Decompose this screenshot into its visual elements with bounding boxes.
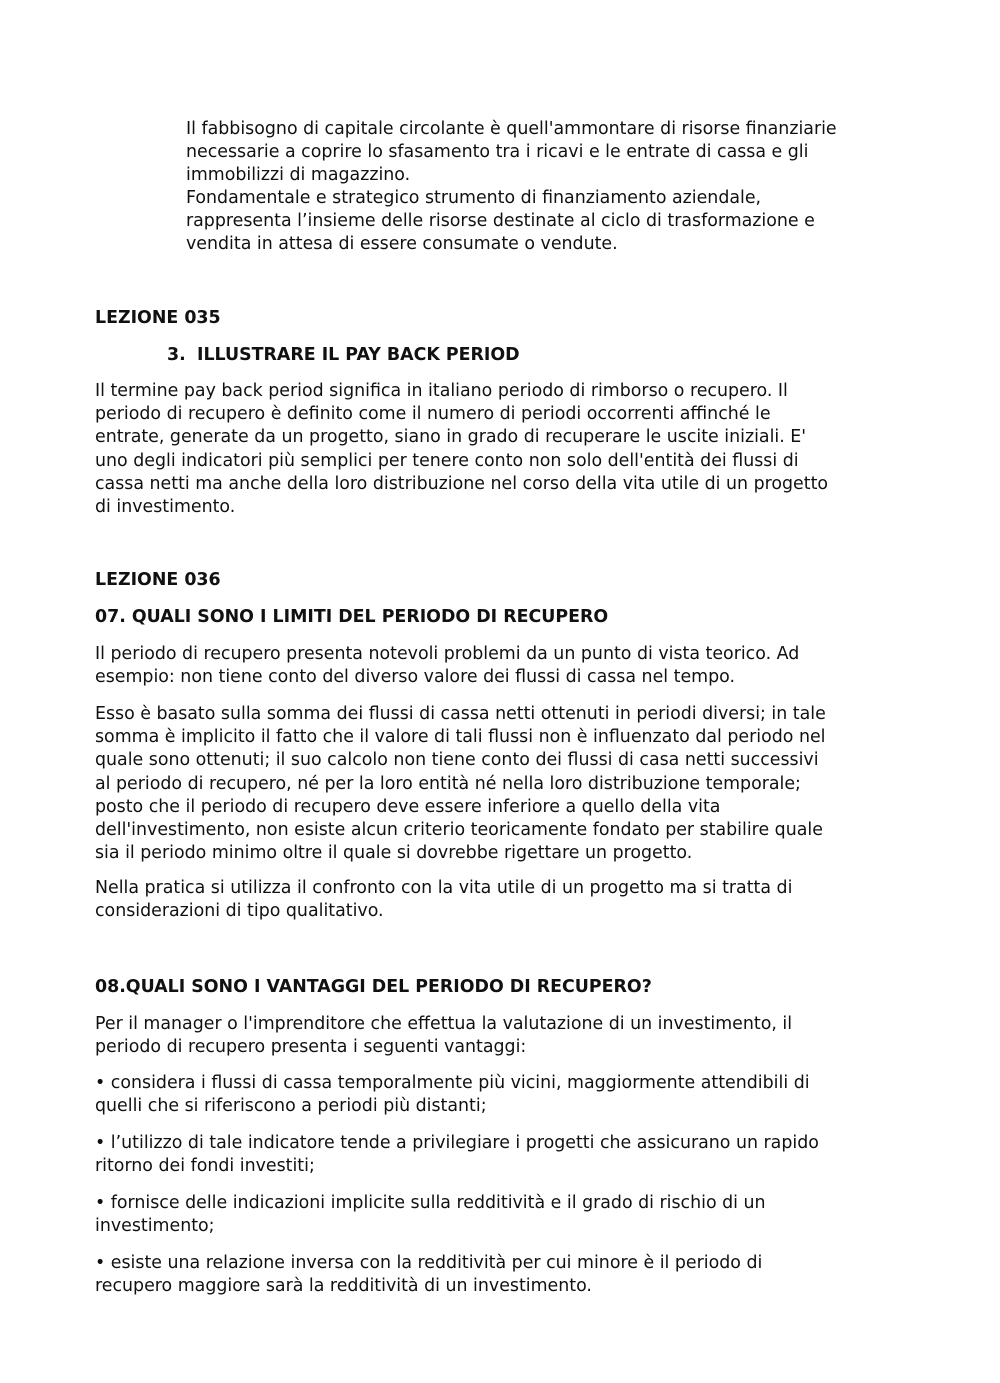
q07-paragraph-1: Il periodo di recupero presenta notevoli problemi da un punto di vista teorico. Ad esempio: non tiene conto del diverso valore dei flussi di cassa nel tempo. [95,644,800,688]
q08-bullet: • considera i flussi di cassa temporalmente più vicini, maggiormente attendibili di quelli che si riferiscono a periodi più distanti; [95,1073,810,1117]
question-text: ILLUSTRARE IL PAY BACK PERIOD [197,345,520,365]
q08-bullet: • esiste una relazione inversa con la redditività per cui minore è il periodo di recupero maggiore sarà la redditività di un investimento. [95,1253,763,1297]
q07-paragraph-3: Nella pratica si utilizza il confronto con la vita utile di un progetto ma si tratta di considerazioni di tipo qualitativo. [95,878,793,922]
intro-paragraph-2: Fondamentale e strategico strumento di finanziamento aziendale, rappresenta l’insieme delle risorse destinate al ciclo di trasformazione e vendita in attesa di essere consumate o vendute. [186,188,815,255]
lesson-036-title: LEZIONE 036 [95,570,221,590]
q08-intro: Per il manager o l'imprenditore che effettua la valutazione di un investimento, il periodo di recupero presenta i seguenti vantaggi: [95,1014,793,1058]
lesson-035-answer: Il termine pay back period significa in italiano periodo di rimborso o recupero. Il periodo di recupero è definito come il numero di periodi occorrenti affinché le entrate, generate da un progetto, siano in grado di recuperare le uscite iniziali. E' uno degli indicatori più semplici per tenere conto non solo dell'entità dei flussi di cassa netti ma anche della loro distribuzione nel corso della vita utile di un progetto di investimento. [95,381,829,518]
q08-question: 08.QUALI SONO I VANTAGGI DEL PERIODO DI RECUPERO? [95,977,652,997]
q08-bullet: • fornisce delle indicazioni implicite sulla redditività e il grado di rischio di un investimento; [95,1193,766,1237]
q07-paragraph-2: Esso è basato sulla somma dei flussi di cassa netti ottenuti in periodi diversi; in tale somma è implicito il fatto che il valore di tali flussi non è influenzato dal periodo nel quale sono ottenuti; il suo calcolo non tiene conto dei flussi di casa netti successivi al periodo di recupero, né per la loro entità né nella loro distribuzione temporale; posto che il periodo di recupero deve essere inferiore a quello della vita dell'investimento, non esiste alcun criterio teoricamente fondato per stabilire quale sia il periodo minimo oltre il quale si dovrebbe rigettare un progetto. [95,704,826,864]
q08-bullet: • l’utilizzo di tale indicatore tende a privilegiare i progetti che assicurano un rapido ritorno dei fondi investiti; [95,1133,819,1177]
q07-question: 07. QUALI SONO I LIMITI DEL PERIODO DI RECUPERO [95,607,609,627]
lesson-035-title: LEZIONE 035 [95,308,221,328]
question-number: 3. [167,345,186,365]
lesson-035-question [167,344,867,367]
intro-paragraph-1: Il fabbisogno di capitale circolante è quell'ammontare di risorse finanziarie necessarie a coprire lo sfasamento tra i ricavi e le entrate di cassa e gli immobilizzi di magazzino. [186,119,837,186]
